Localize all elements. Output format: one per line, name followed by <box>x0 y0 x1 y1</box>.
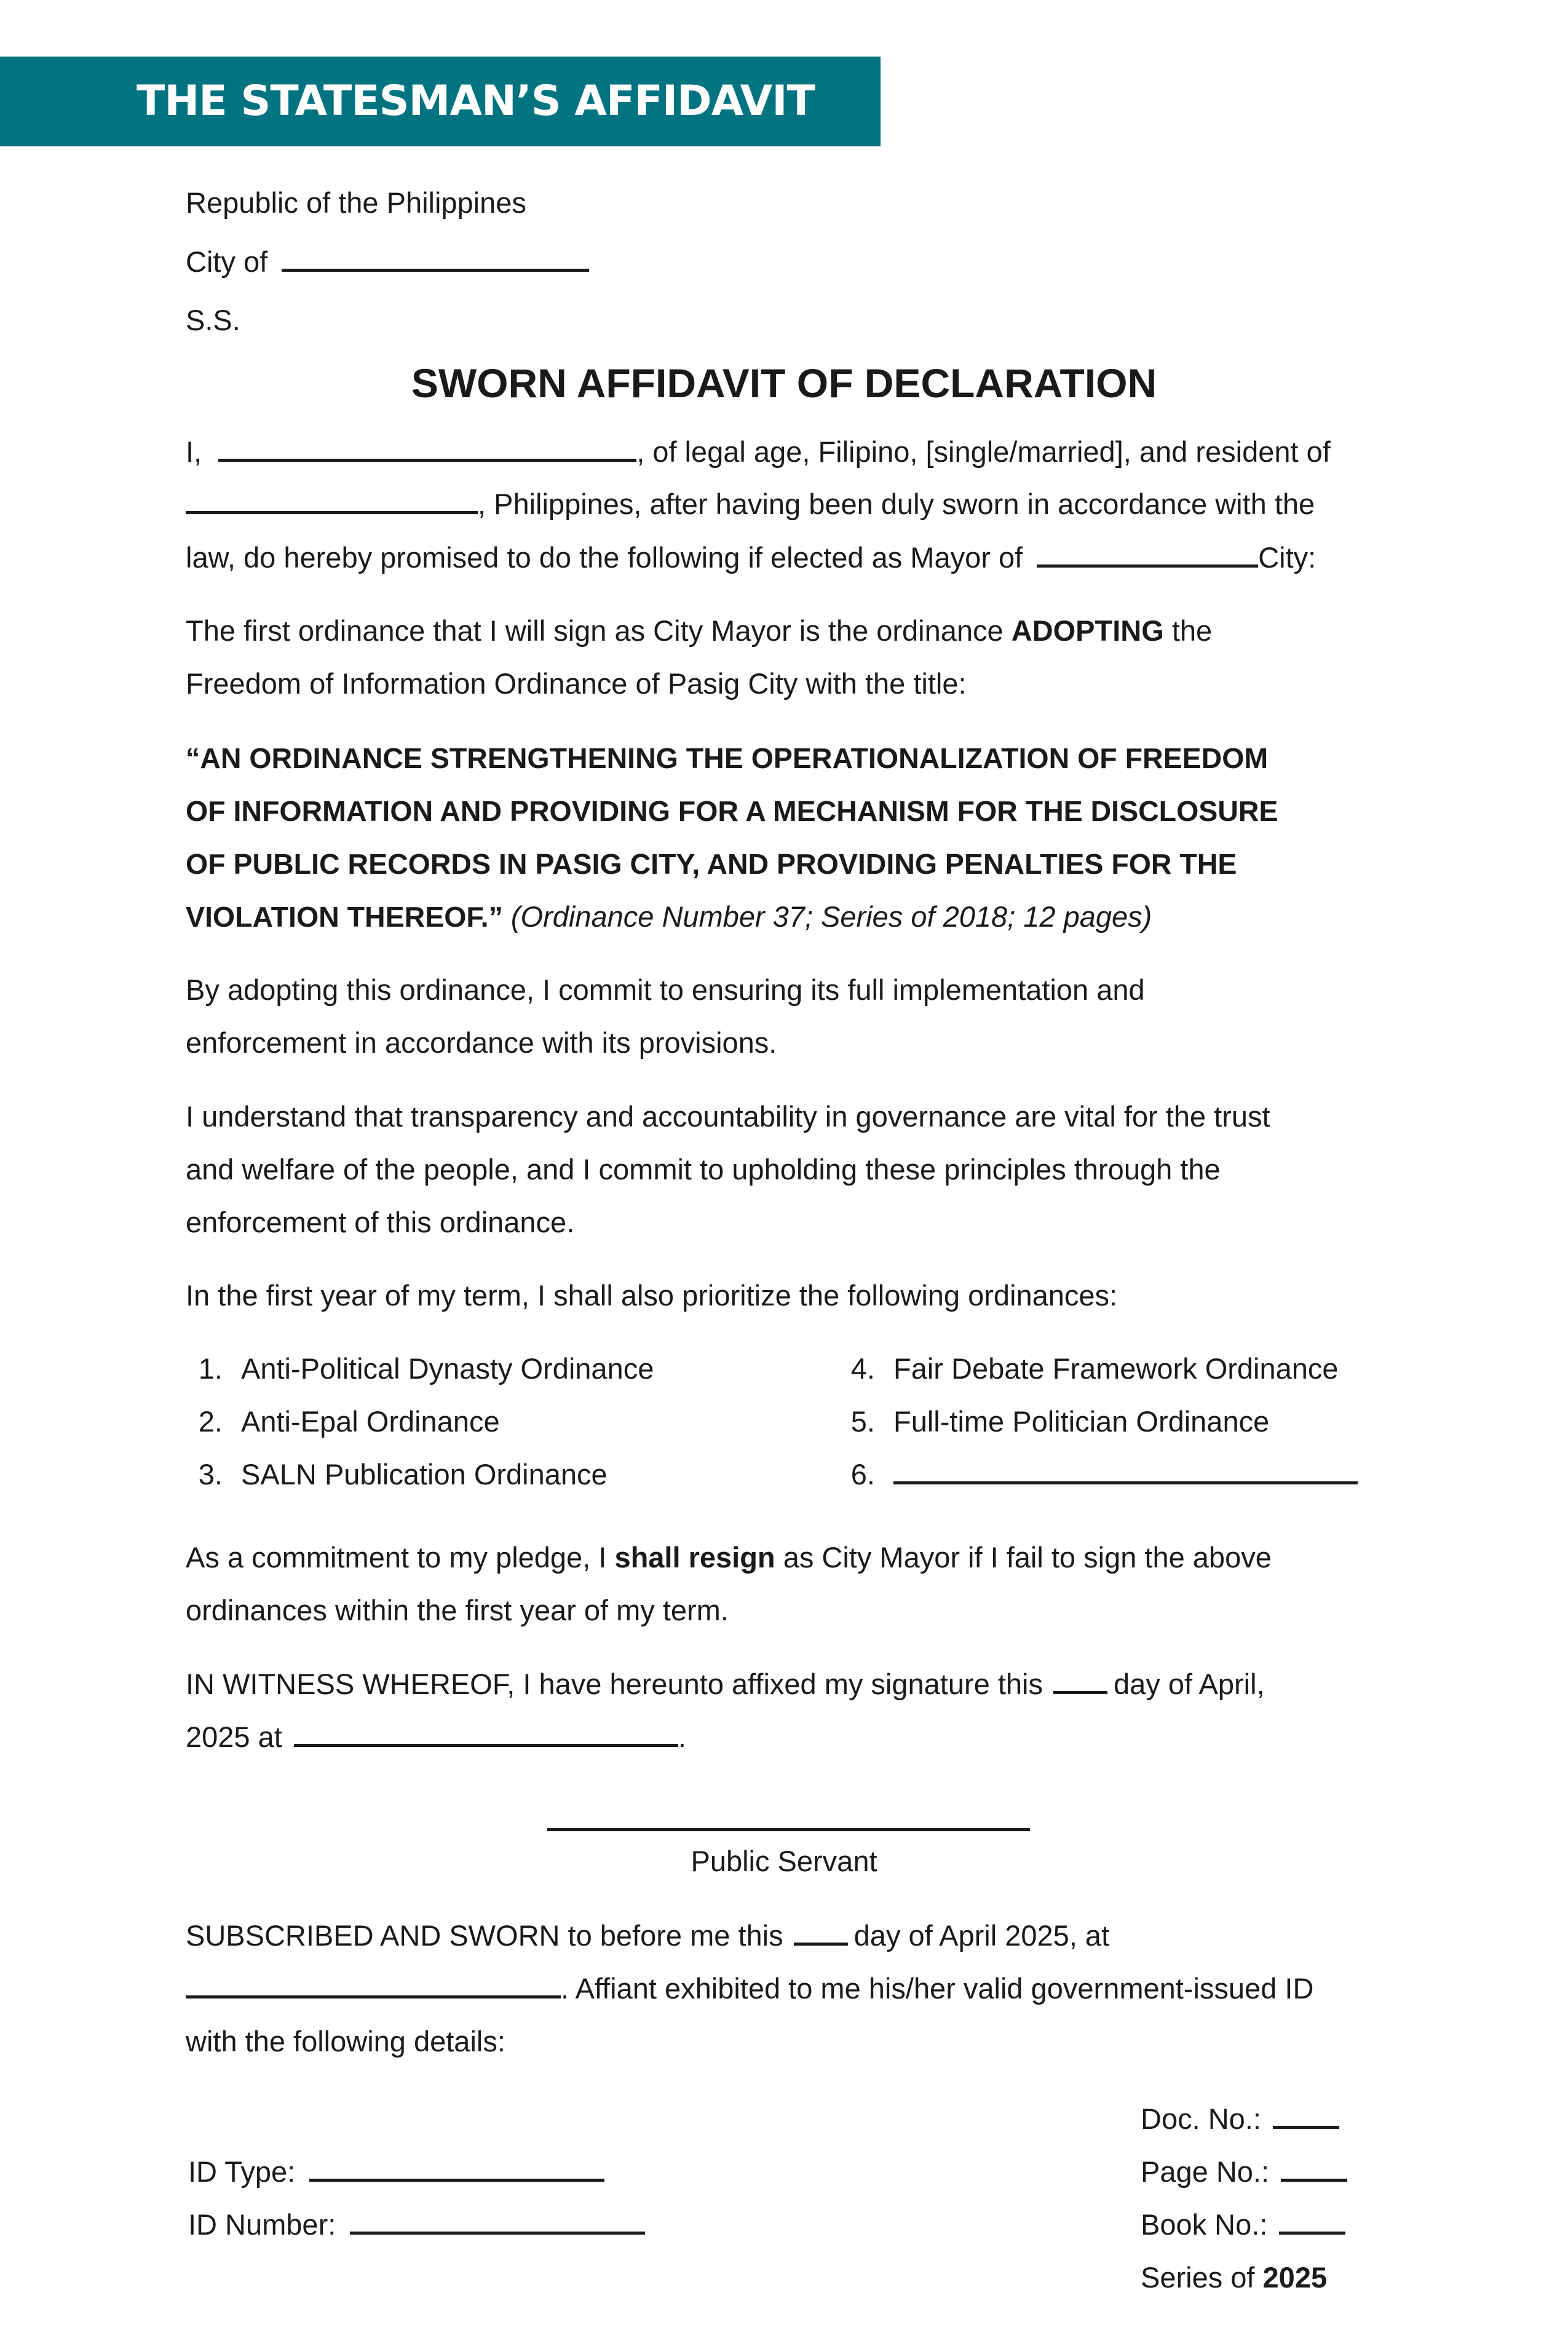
pledge-l1-a: As a commitment to my pledge, I <box>186 1541 607 1574</box>
transparency-line-2: and welfare of the people, and I commit to upholding these principles through the <box>186 1153 1221 1186</box>
witness-period: . <box>678 1721 686 1753</box>
id-type-label: ID Type: <box>188 2155 296 2188</box>
doc-no-label: Doc. No.: <box>1141 2102 1261 2135</box>
ordinance-l1-c: the <box>1171 614 1213 647</box>
witness-line-1 <box>186 1667 1265 1701</box>
list-number: 5. <box>850 1405 875 1438</box>
list-text: Full-time Politician Ordinance <box>893 1405 1270 1438</box>
city-label: City of <box>186 245 268 278</box>
witness-day-blank[interactable] <box>1053 1668 1107 1694</box>
list-item-2 <box>186 1404 500 1439</box>
intro-l1-prefix: I, <box>186 435 202 468</box>
ordinance-title-4 <box>186 900 1152 934</box>
id-type-blank[interactable] <box>309 2155 604 2182</box>
book-no-label: Book No.: <box>1141 2208 1268 2241</box>
page-no-line <box>1141 2155 1347 2189</box>
name-blank[interactable] <box>218 435 636 462</box>
sworn-l2: . Affiant exhibited to me his/her valid government-issued ID <box>561 1972 1314 2005</box>
intro-line-3 <box>186 541 1316 575</box>
sworn-l1-b: day of April 2025, at <box>853 1919 1110 1952</box>
commit-line-1: By adopting this ordinance, I commit to ensuring its full implementation and <box>186 973 1145 1006</box>
sworn-line-3: with the following details: <box>186 2025 505 2058</box>
series-year: 2025 <box>1262 2261 1328 2294</box>
series-line <box>1141 2260 1327 2295</box>
header-banner <box>0 57 881 146</box>
pledge-shall-resign: shall resign <box>614 1541 775 1574</box>
signature-label: Public Servant <box>691 1845 877 1877</box>
ordinance-title-2: OF INFORMATION AND PROVIDING FOR A MECHANISM FOR THE DISCLOSURE <box>186 795 1278 827</box>
list-text: Anti-Epal Ordinance <box>241 1405 500 1438</box>
city-blank[interactable] <box>282 245 589 272</box>
priority-intro: In the first year of my term, I shall also prioritize the following ordinances: <box>186 1279 1118 1312</box>
doc-no-blank[interactable] <box>1273 2102 1339 2129</box>
list-item-5 <box>838 1404 1269 1439</box>
residence-blank[interactable] <box>186 488 478 514</box>
intro-line-1 <box>186 435 1331 469</box>
list-number: 4. <box>850 1352 875 1385</box>
list-number: 1. <box>198 1352 223 1385</box>
ordinance-adopting: ADOPTING <box>1011 614 1164 647</box>
transparency-line-1: I understand that transparency and accountability in governance are vital for the trust <box>186 1100 1270 1133</box>
ordinance-line-1 <box>186 614 1212 648</box>
id-type-line <box>188 2155 604 2189</box>
list-number: 3. <box>198 1458 223 1491</box>
sworn-line-2 <box>186 1971 1313 2006</box>
witness-place-blank[interactable] <box>294 1721 678 1747</box>
country-line: Republic of the Philippines <box>186 186 526 219</box>
intro-l1-suffix: , of legal age, Filipino, [single/married], and resident of <box>636 435 1331 468</box>
ss-line: S.S. <box>186 304 240 336</box>
sworn-place-blank[interactable] <box>186 1972 561 1998</box>
sworn-day-blank[interactable] <box>794 1919 848 1946</box>
book-no-line <box>1141 2208 1345 2242</box>
pledge-line-2: ordinances within the first year of my term. <box>186 1594 729 1626</box>
pledge-line-1 <box>186 1540 1272 1575</box>
list-item-6 <box>838 1457 1358 1492</box>
sworn-l1-a: SUBSCRIBED AND SWORN to before me this <box>186 1919 783 1952</box>
signature-line[interactable] <box>547 1828 1030 1831</box>
intro-line-2 <box>186 487 1315 521</box>
document-title: SWORN AFFIDAVIT OF DECLARATION <box>411 360 1157 406</box>
witness-l1-b: day of April, <box>1114 1668 1265 1700</box>
list-number: 6. <box>850 1458 875 1491</box>
witness-line-2 <box>186 1720 686 1754</box>
id-number-line <box>188 2208 645 2242</box>
mayor-city-blank[interactable] <box>1037 541 1258 568</box>
book-no-blank[interactable] <box>1279 2208 1345 2235</box>
ordinance-line-2: Freedom of Information Ordinance of Pasig City with the title: <box>186 667 967 700</box>
ordinance-title-end: VIOLATION THEREOF.” <box>186 901 503 933</box>
id-number-blank[interactable] <box>350 2208 645 2235</box>
sworn-line-1 <box>186 1919 1109 1953</box>
witness-l2-a: 2025 at <box>186 1721 282 1753</box>
ordinance-title-1: “AN ORDINANCE STRENGTHENING THE OPERATIONALIZATION OF FREEDOM <box>186 742 1269 774</box>
ordinance-title-3: OF PUBLIC RECORDS IN PASIG CITY, AND PROVIDING PENALTIES FOR THE <box>186 848 1237 880</box>
list-text: Fair Debate Framework Ordinance <box>893 1352 1339 1385</box>
intro-l3-suffix: City: <box>1258 541 1317 574</box>
list-item-4 <box>838 1352 1339 1386</box>
list-text: SALN Publication Ordinance <box>241 1458 608 1491</box>
doc-no-line <box>1141 2102 1339 2136</box>
list-item-3 <box>186 1457 608 1492</box>
list-item-6-blank[interactable] <box>893 1458 1358 1484</box>
pledge-l1-c: as City Mayor if I fail to sign the above <box>783 1541 1272 1574</box>
witness-l1-a: IN WITNESS WHEREOF, I have hereunto affixed my signature this <box>186 1668 1043 1700</box>
banner-title: THE STATESMAN’S AFFIDAVIT <box>137 77 815 125</box>
city-line <box>186 245 589 279</box>
list-number: 2. <box>198 1405 223 1438</box>
ordinance-l1-a: The first ordinance that I will sign as City Mayor is the ordinance <box>186 614 1004 647</box>
transparency-line-3: enforcement of this ordinance. <box>186 1206 575 1238</box>
id-number-label: ID Number: <box>188 2208 336 2241</box>
commit-line-2: enforcement in accordance with its provisions. <box>186 1026 777 1059</box>
page-no-blank[interactable] <box>1281 2155 1347 2182</box>
list-item-1 <box>186 1352 654 1386</box>
page-no-label: Page No.: <box>1141 2155 1270 2188</box>
list-text: Anti-Political Dynasty Ordinance <box>241 1352 654 1385</box>
ordinance-reference: (Ordinance Number 37; Series of 2018; 12 pages) <box>510 900 1152 933</box>
intro-l2-suffix: , Philippines, after having been duly sworn in accordance with the <box>478 488 1315 520</box>
intro-l3-prefix: law, do hereby promised to do the following if elected as Mayor of <box>186 541 1023 574</box>
series-label: Series of <box>1141 2261 1255 2294</box>
